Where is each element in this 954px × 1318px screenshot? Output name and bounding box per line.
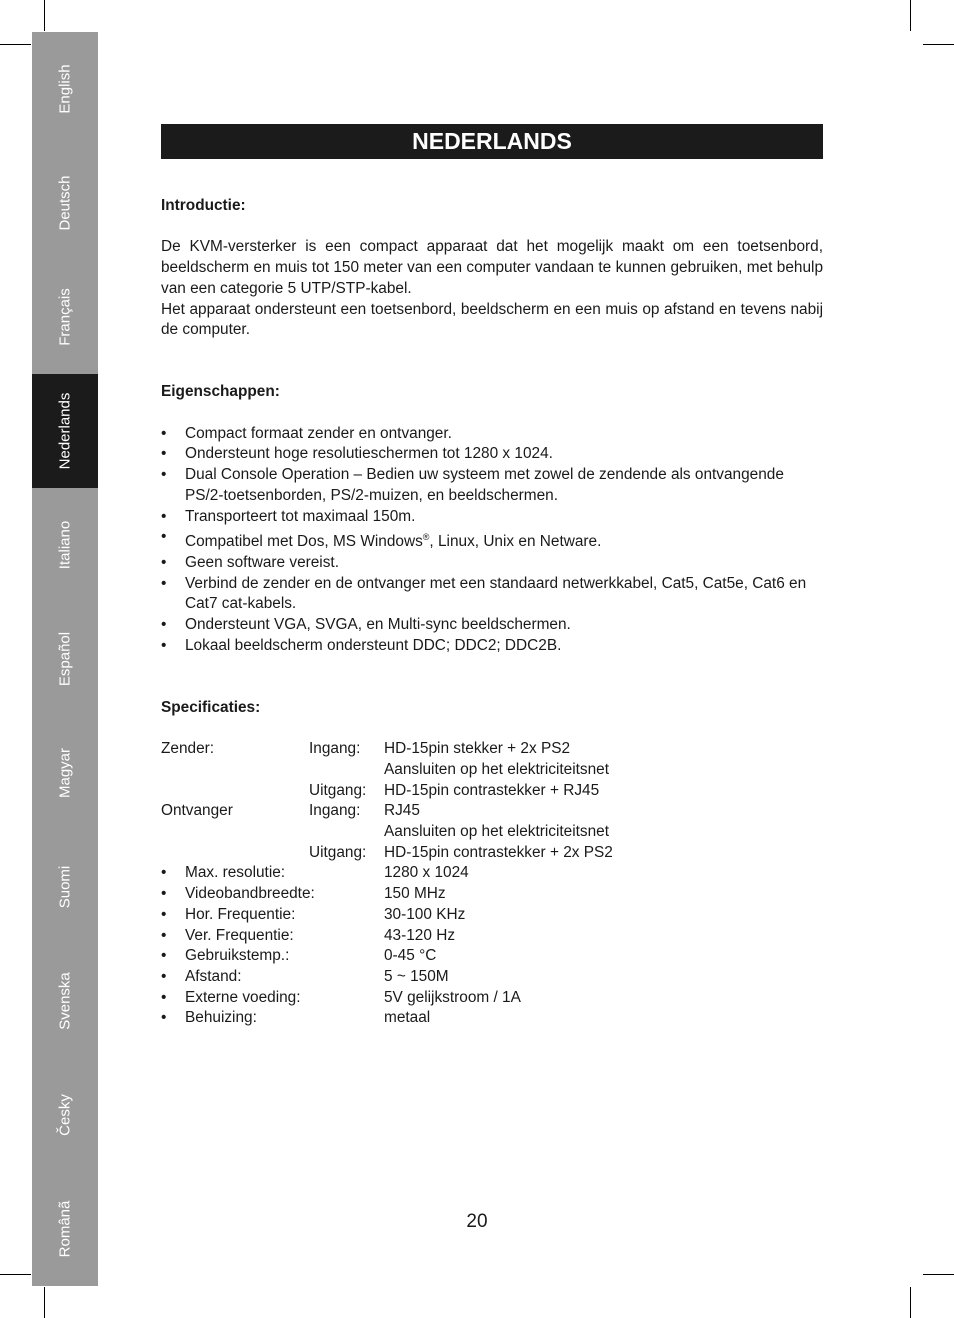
language-tab-label: Suomi — [56, 865, 74, 909]
feature-item: • Lokaal beeldscherm ondersteunt DDC; DDC2; DDC2B. — [161, 636, 823, 657]
crop-mark — [910, 1287, 911, 1318]
feature-item: • Ondersteunt hoge resolutieschermen tot 1280 x 1024. — [161, 444, 823, 465]
bullet-icon: • — [161, 988, 167, 1006]
language-tab[interactable] — [32, 260, 98, 374]
language-tab[interactable] — [32, 146, 98, 260]
spec-bullet-row — [161, 967, 823, 988]
language-tab-label: Svenska — [56, 972, 74, 1030]
spec-row — [161, 843, 823, 864]
feature-item: • Ondersteunt VGA, SVGA, en Multi-sync beeldschermen. — [161, 615, 823, 636]
spec-value: 30-100 KHz — [384, 905, 466, 923]
bullet-icon: • — [161, 947, 167, 965]
page-number: 20 — [466, 1211, 488, 1232]
spec-cell-c2: Uitgang: — [309, 781, 367, 799]
page-content — [161, 196, 823, 1029]
language-tab[interactable] — [32, 488, 98, 602]
spec-table — [161, 739, 823, 863]
spec-row — [161, 739, 823, 760]
language-tab-label: English — [56, 64, 74, 114]
feature-item: • Dual Console Operation – Bedien uw systeem met zowel de zendende als ontvangende PS/2-toetsenborden, PS/2-muizen, en beeldschermen. — [161, 465, 823, 506]
crop-mark — [0, 1274, 31, 1275]
crop-mark — [44, 1287, 45, 1318]
intro-heading: Introductie: — [161, 197, 246, 214]
spec-label: Ver. Frequentie: — [185, 926, 294, 944]
feature-item: • Verbind de zender en de ontvanger met een standaard netwerkkabel, Cat5, Cat5e, Cat6 en Cat7 cat-kabels. — [161, 574, 823, 615]
spec-value: metaal — [384, 1009, 431, 1027]
spec-label: Afstand: — [185, 967, 242, 985]
spec-cell-c1: Zender: — [161, 740, 215, 758]
spec-cell-c3: RJ45 — [384, 802, 420, 820]
spec-cell-c2: Uitgang: — [309, 843, 367, 861]
language-tab[interactable] — [32, 830, 98, 944]
feature-item: • Compact formaat zender en ontvanger. — [161, 424, 823, 445]
spec-value: 5 ~ 150M — [384, 967, 449, 985]
intro-paragraph: Het apparaat ondersteunt een toetsenbord, beeldscherm en een muis op afstand en tevens nabij de computer. — [161, 300, 823, 339]
bullet-icon: • — [161, 905, 167, 923]
language-tab-label: Italiano — [56, 520, 74, 570]
spec-value: 0-45 °C — [384, 947, 437, 965]
feature-item: • Compatibel met Dos, MS Windows®, Linux, Unix en Netware. — [161, 527, 823, 553]
spec-label: Hor. Frequentie: — [185, 905, 296, 923]
crop-mark — [0, 44, 31, 45]
spec-row — [161, 822, 823, 843]
spec-bullet-row — [161, 926, 823, 947]
language-tab[interactable] — [32, 602, 98, 716]
language-tab[interactable] — [32, 32, 98, 146]
crop-mark — [923, 44, 954, 45]
spec-bullet-row — [161, 884, 823, 905]
language-tab[interactable] — [32, 1058, 98, 1172]
bullet-icon: • — [161, 885, 167, 903]
spec-row — [161, 781, 823, 802]
spec-cell-c3: HD-15pin stekker + 2x PS2 — [384, 740, 571, 758]
language-tab-label: Românã — [56, 1200, 74, 1258]
intro-paragraph: De KVM-versterker is een compact apparaat dat het mogelijk maakt om een toetsenbord, beeldscherm en muis tot 150 meter van een computer vandaan te kunnen gebruiken, met behulp van een categorie 5 UTP/STP-kabel. — [161, 238, 823, 297]
feature-list — [161, 424, 823, 657]
features-heading: Eigenschappen: — [161, 383, 280, 401]
spec-label: Videobandbreedte: — [185, 885, 315, 903]
spec-cell-c3: Aansluiten op het elektriciteitsnet — [384, 823, 610, 841]
bullet-icon: • — [161, 926, 167, 944]
language-tab-label: Česky — [56, 1094, 74, 1136]
spec-bullet-row — [161, 1008, 823, 1029]
language-tab-label: Nederlands — [56, 392, 74, 470]
page-title: NEDERLANDS — [161, 124, 823, 159]
spec-label: Externe voeding: — [185, 988, 301, 1006]
spec-bullet-row — [161, 988, 823, 1009]
spec-row — [161, 760, 823, 781]
spec-value: 5V gelijkstroom / 1A — [384, 988, 521, 1006]
language-tab[interactable] — [32, 716, 98, 830]
spec-cell-c3: HD-15pin contrastekker + 2x PS2 — [384, 843, 613, 861]
language-tab-label: Magyar — [56, 747, 74, 799]
language-tabs — [32, 32, 98, 1286]
spec-cell-c3: Aansluiten op het elektriciteitsnet — [384, 761, 610, 779]
spec-row — [161, 801, 823, 822]
spec-cell-c2: Ingang: — [309, 802, 361, 820]
spec-cell-c3: HD-15pin contrastekker + RJ45 — [384, 781, 600, 799]
language-tab-label: Deutsch — [56, 175, 74, 231]
spec-label: Gebruikstemp.: — [185, 947, 290, 965]
crop-mark — [910, 0, 911, 31]
bullet-icon: • — [161, 967, 167, 985]
registered-mark: ® — [422, 532, 430, 543]
spec-bullet-row — [161, 905, 823, 926]
feature-item: • Transporteert tot maximaal 150m. — [161, 507, 823, 528]
spec-value: 150 MHz — [384, 885, 446, 903]
spec-bullet-row — [161, 946, 823, 967]
spec-bullet-row — [161, 863, 823, 884]
crop-mark — [923, 1274, 954, 1275]
spec-bullet-list — [161, 863, 823, 1029]
spec-cell-c2: Ingang: — [309, 740, 361, 758]
language-tab-label: Español — [56, 631, 74, 687]
spec-value: 43-120 Hz — [384, 926, 456, 944]
bullet-icon: • — [161, 1009, 167, 1027]
specs-heading: Specificaties: — [161, 698, 261, 716]
spec-label: Max. resolutie: — [185, 864, 286, 882]
language-tab-label: Français — [56, 288, 74, 346]
language-tab[interactable] — [32, 374, 98, 488]
spec-cell-c1: Ontvanger — [161, 802, 233, 820]
bullet-icon: • — [161, 864, 167, 882]
language-tab[interactable] — [32, 944, 98, 1058]
crop-mark — [44, 0, 45, 31]
feature-item: • Geen software vereist. — [161, 553, 823, 574]
spec-label: Behuizing: — [185, 1009, 257, 1027]
spec-value: 1280 x 1024 — [384, 864, 469, 882]
